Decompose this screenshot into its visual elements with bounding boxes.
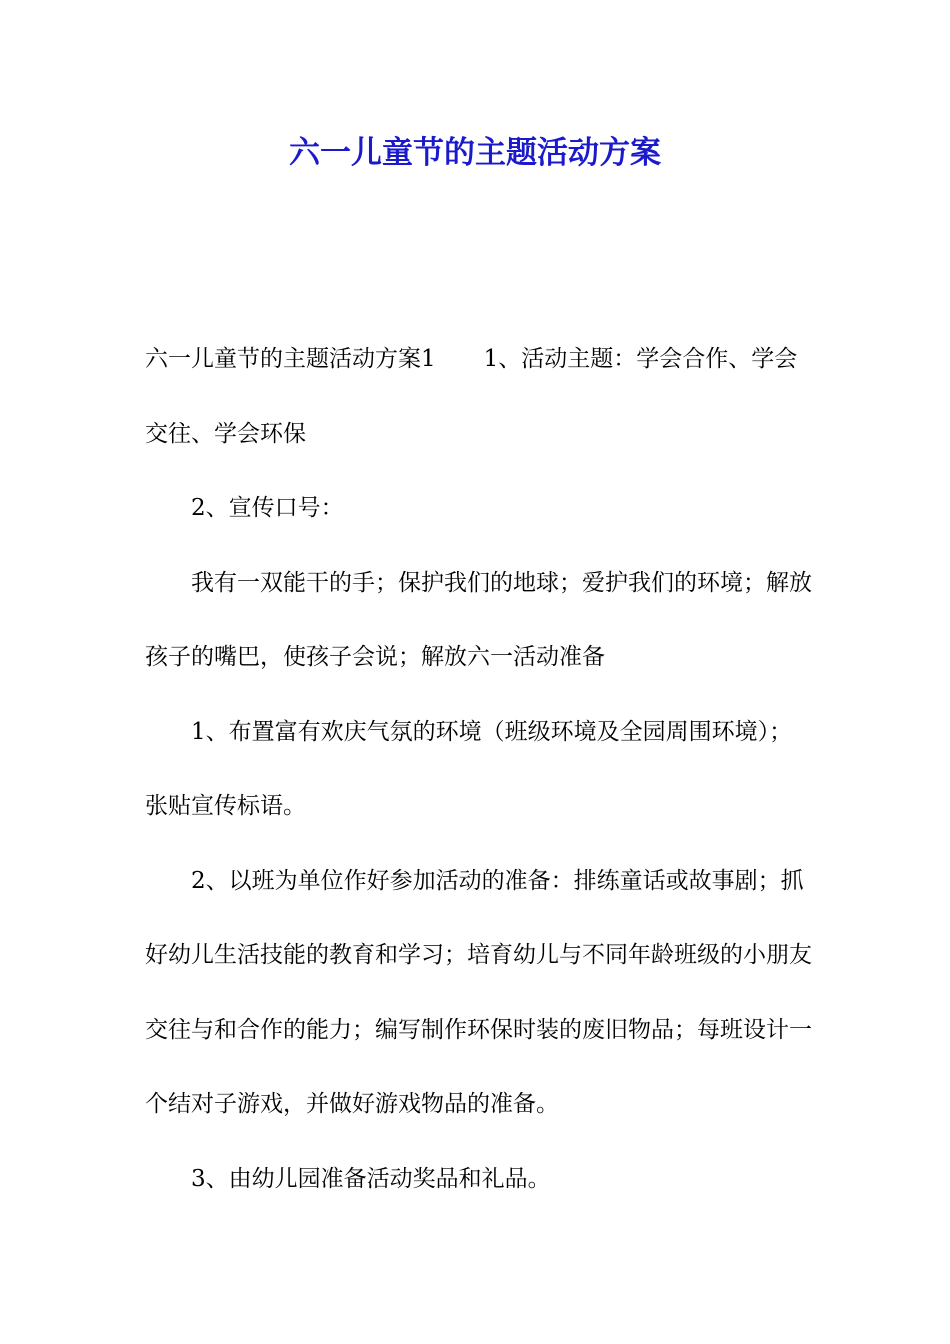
section-heading: 六一儿童节的主题活动方案1 xyxy=(145,346,436,372)
paragraph-1-text: 1、活动主题：学会合作、学会交往、学会环保 xyxy=(145,346,798,447)
document-title: 六一儿童节的主题活动方案 xyxy=(289,135,661,171)
paragraph-2: 2、宣传口号： xyxy=(191,495,344,521)
paragraph-4: 1、布置富有欢庆气氛的环境（班级环境及全园周围环境）；张贴宣传标语。 xyxy=(145,718,793,819)
paragraph-6: 3、由幼儿园准备活动奖品和礼品。 xyxy=(191,1165,551,1192)
paragraph-1 xyxy=(145,322,815,471)
paragraph-5: 2、以班为单位作好参加活动的准备：排练童话或故事剧；抓好幼儿生活技能的教育和学习；培育幼儿与不同年龄班级的小朋友交往与和合作的能力；编写制作环保时装的废旧物品；每班设计一个结对子游戏，并做好游戏物品的准备。 xyxy=(145,867,812,1117)
paragraph-3: 我有一双能干的手；保护我们的地球；爱护我们的环境；解放孩子的嘴巴，使孩子会说；解放六一活动准备 xyxy=(145,569,812,670)
document-body xyxy=(145,322,815,1216)
